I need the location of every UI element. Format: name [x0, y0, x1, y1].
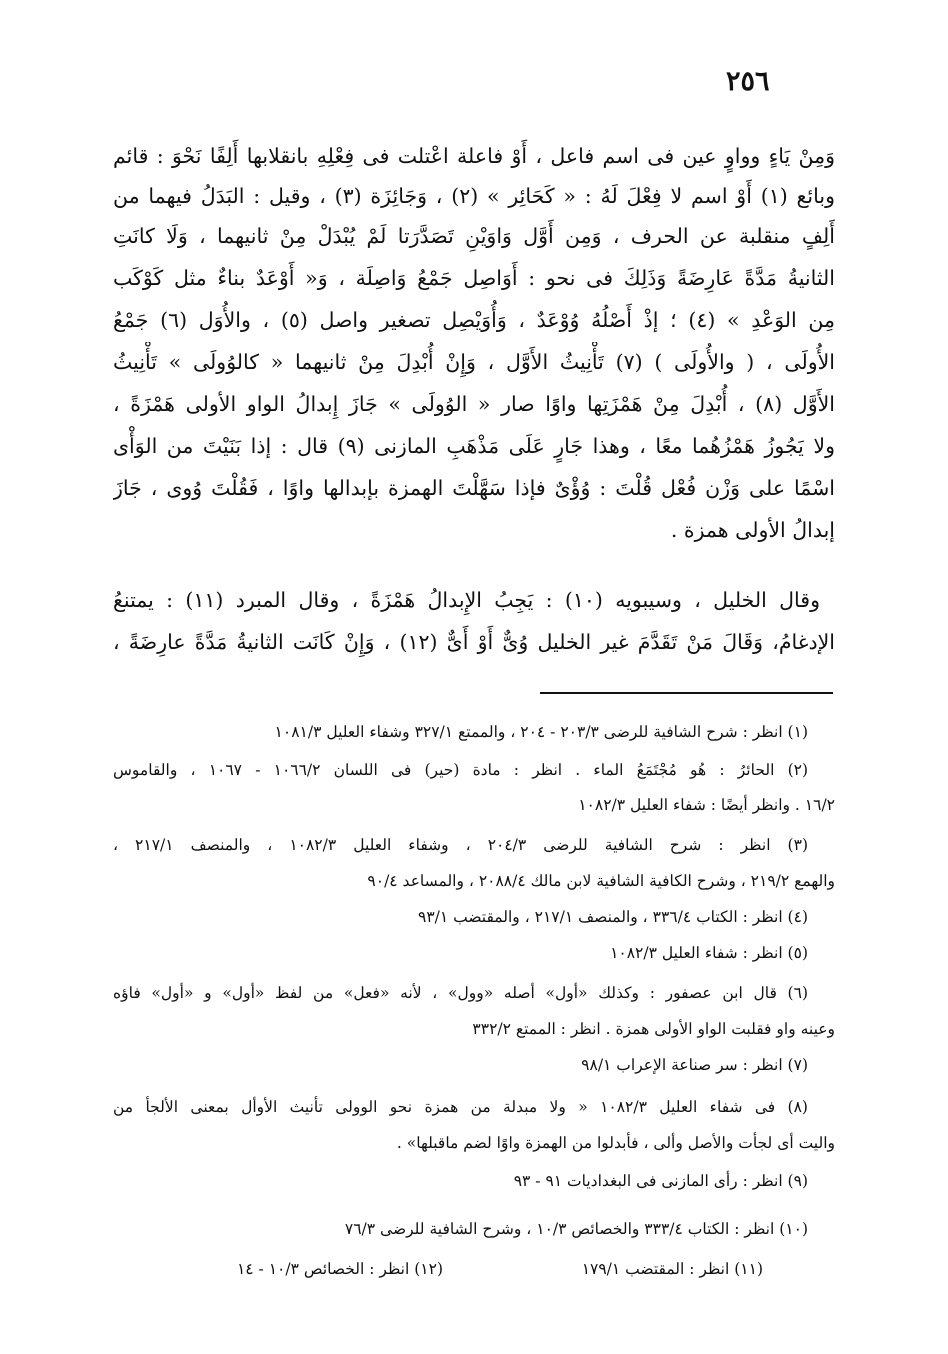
- footnote-line: (٣) انظر : شرح الشافية للرضى ٢٠٤/٣ ، وشفاء العليل ١٠٨٢/٣ ، والمنصف ٢١٧/١ ،: [113, 836, 808, 854]
- footnote-line: (١١) انظر : المقتضب ١٧٩/١: [581, 1260, 763, 1278]
- footnote-line: (٥) انظر : شفاء العليل ١٠٨٢/٣: [610, 944, 808, 962]
- body-line: أَلِفٍ منقلبة عن الحرف ، وَمِن أَوَّل وَاوَيْنِ تَصَدَّرَتا لَمْ يُبْدَلْ مِنْ ثانيهما ، وَلَا كانَتِ: [113, 224, 835, 248]
- body-line: الإدغامُ، وَقَالَ مَنْ تَقَدَّمَ غير الخليل وُىٌّ أَوْ أَىٌّ (١٢) ، وَإِنْ كَانَت الثانيةُ مَدَّةً عارِضَةً ،: [113, 630, 835, 654]
- footnote-line: (١) انظر : شرح الشافية للرضى ٢٠٣/٣ - ٢٠٤ ، والممتع ٣٢٧/١ وشفاء العليل ١٠٨١/٣: [274, 723, 808, 741]
- body-line: الأَوَّل (٨) ، أُبْدِلَ مِنْ هَمْزَتِها واوًا صار « الوُولَى » جَازَ إِبدالُ الواو الأولى هَمْزَةً ،: [113, 392, 835, 416]
- body-line: اسْمًا على وَزْن فُعْل قُلْتَ : وُؤْىٌ فإذا سَهَّلْتَ الهمزة بإبدالها واوًا ، فَقُلْتَ وُوى ، جَازَ: [113, 476, 835, 500]
- body-line: إبدالُ الأولى همزة .: [670, 518, 835, 542]
- footnote-line: (٢) الحائرُ : هُو مُجْتَمَعُ الماء . انظر : مادة (حير) فى اللسان ١٠٦٦/٢ - ١٠٦٧ ، والقاموس: [113, 761, 808, 779]
- body-line: وَمِنْ يَاءٍ وواوٍ عين فى اسم فاعل ، أَوْ فاعلة اعْتلت فى فِعْلِهِ بانقلابها أَلِفًا نَحْوَ : قائم: [113, 144, 835, 168]
- body-line: وبائع (١) أَوْ اسم لا فِعْلَ لَهُ : « كَحَائِر » (٢) ، وَجَائِزَة (٣) ، وقيل : البَدَلُ فيهما من: [113, 184, 835, 208]
- footnote-line: ١٦/٢ . وانظر أيضًا : شفاء العليل ١٠٨٢/٣: [578, 796, 835, 814]
- footnote-line: (٦) قال ابن عصفور : وكذلك «أول» أصله «وول» ، لأنه «فعل» من لفظ «أول» و «أول» فاؤه: [113, 984, 808, 1002]
- page-number: ٢٥٦: [726, 66, 770, 97]
- body-line: الثانيةُ مَدَّةً عَارِضَةً وَذَلِكَ فى نحو : أَوَاصِل جَمْعُ وَاصِلَة ، وَ« أَوْعَدٌ بناءٌ مثل كَوْكَب: [113, 266, 835, 290]
- footnote-line: (٤) انظر : الكتاب ٣٣٦/٤ ، والمنصف ٢١٧/١ ، والمقتضب ٩٣/١: [418, 908, 808, 926]
- body-line: الأُولَى ، ( والأُولَى ) (٧) تَأْنِيثُ الأَوَّل ، وَإِنْ أُبْدِلَ مِنْ ثانيهما « كالوُولَى » تَأْنِيثُ: [113, 350, 835, 374]
- footnote-line: (١٢) انظر : الخصائص ١٠/٣ - ١٤: [236, 1260, 443, 1278]
- footnote-line: (٧) انظر : سر صناعة الإعراب ٩٨/١: [581, 1056, 808, 1074]
- body-line: ولا يَجُوزُ هَمْزُهُما معًا ، وهذا جَارٍ عَلَى مَذْهَبِ المازنى (٩) قال : إذا بَنَيْتَ من الوَأْى: [113, 434, 835, 458]
- footnote-line: وعينه واو فقلبت الواو الأولى همزة . انظر : الممتع ٣٣٢/٢: [472, 1020, 835, 1038]
- footnote-separator: [540, 692, 833, 694]
- body-line: وقال الخليل ، وسيبويه (١٠) : يَجِبُ الإِبدالُ هَمْزَةً ، وقال المبرد (١١) : يمتنعُ: [113, 588, 820, 612]
- footnote-line: والهمع ٢١٩/٢ ، وشرح الكافية الشافية لابن مالك ٢٠٨٨/٤ ، والمساعد ٩٠/٤: [367, 872, 835, 890]
- footnote-line: (٩) انظر : رأى المازنى فى البغداديات ٩١ - ٩٣: [513, 1172, 808, 1190]
- footnote-line: (١٠) انظر : الكتاب ٣٣٣/٤ والخصائص ١٠/٣ ، وشرح الشافية للرضى ٧٦/٣: [344, 1220, 808, 1238]
- body-line: مِن الوَعْدِ » (٤) ؛ إذْ أَصْلُهُ وُوْعَدٌ ، وَأُوَيْصِل تصغير واصل (٥) ، والأُوَل (٦) جَمْعُ: [113, 308, 835, 332]
- footnote-line: (٨) فى شفاء العليل ١٠٨٢/٣ « ولا مبدلة من همزة نحو الوولى تأنيث الأوأل بمعنى الألجأ من: [113, 1098, 808, 1116]
- footnote-line: واليت أى لجأت والأصل وألى ، فأبدلوا من الهمزة واوًا لضم ماقبلها» .: [396, 1134, 835, 1152]
